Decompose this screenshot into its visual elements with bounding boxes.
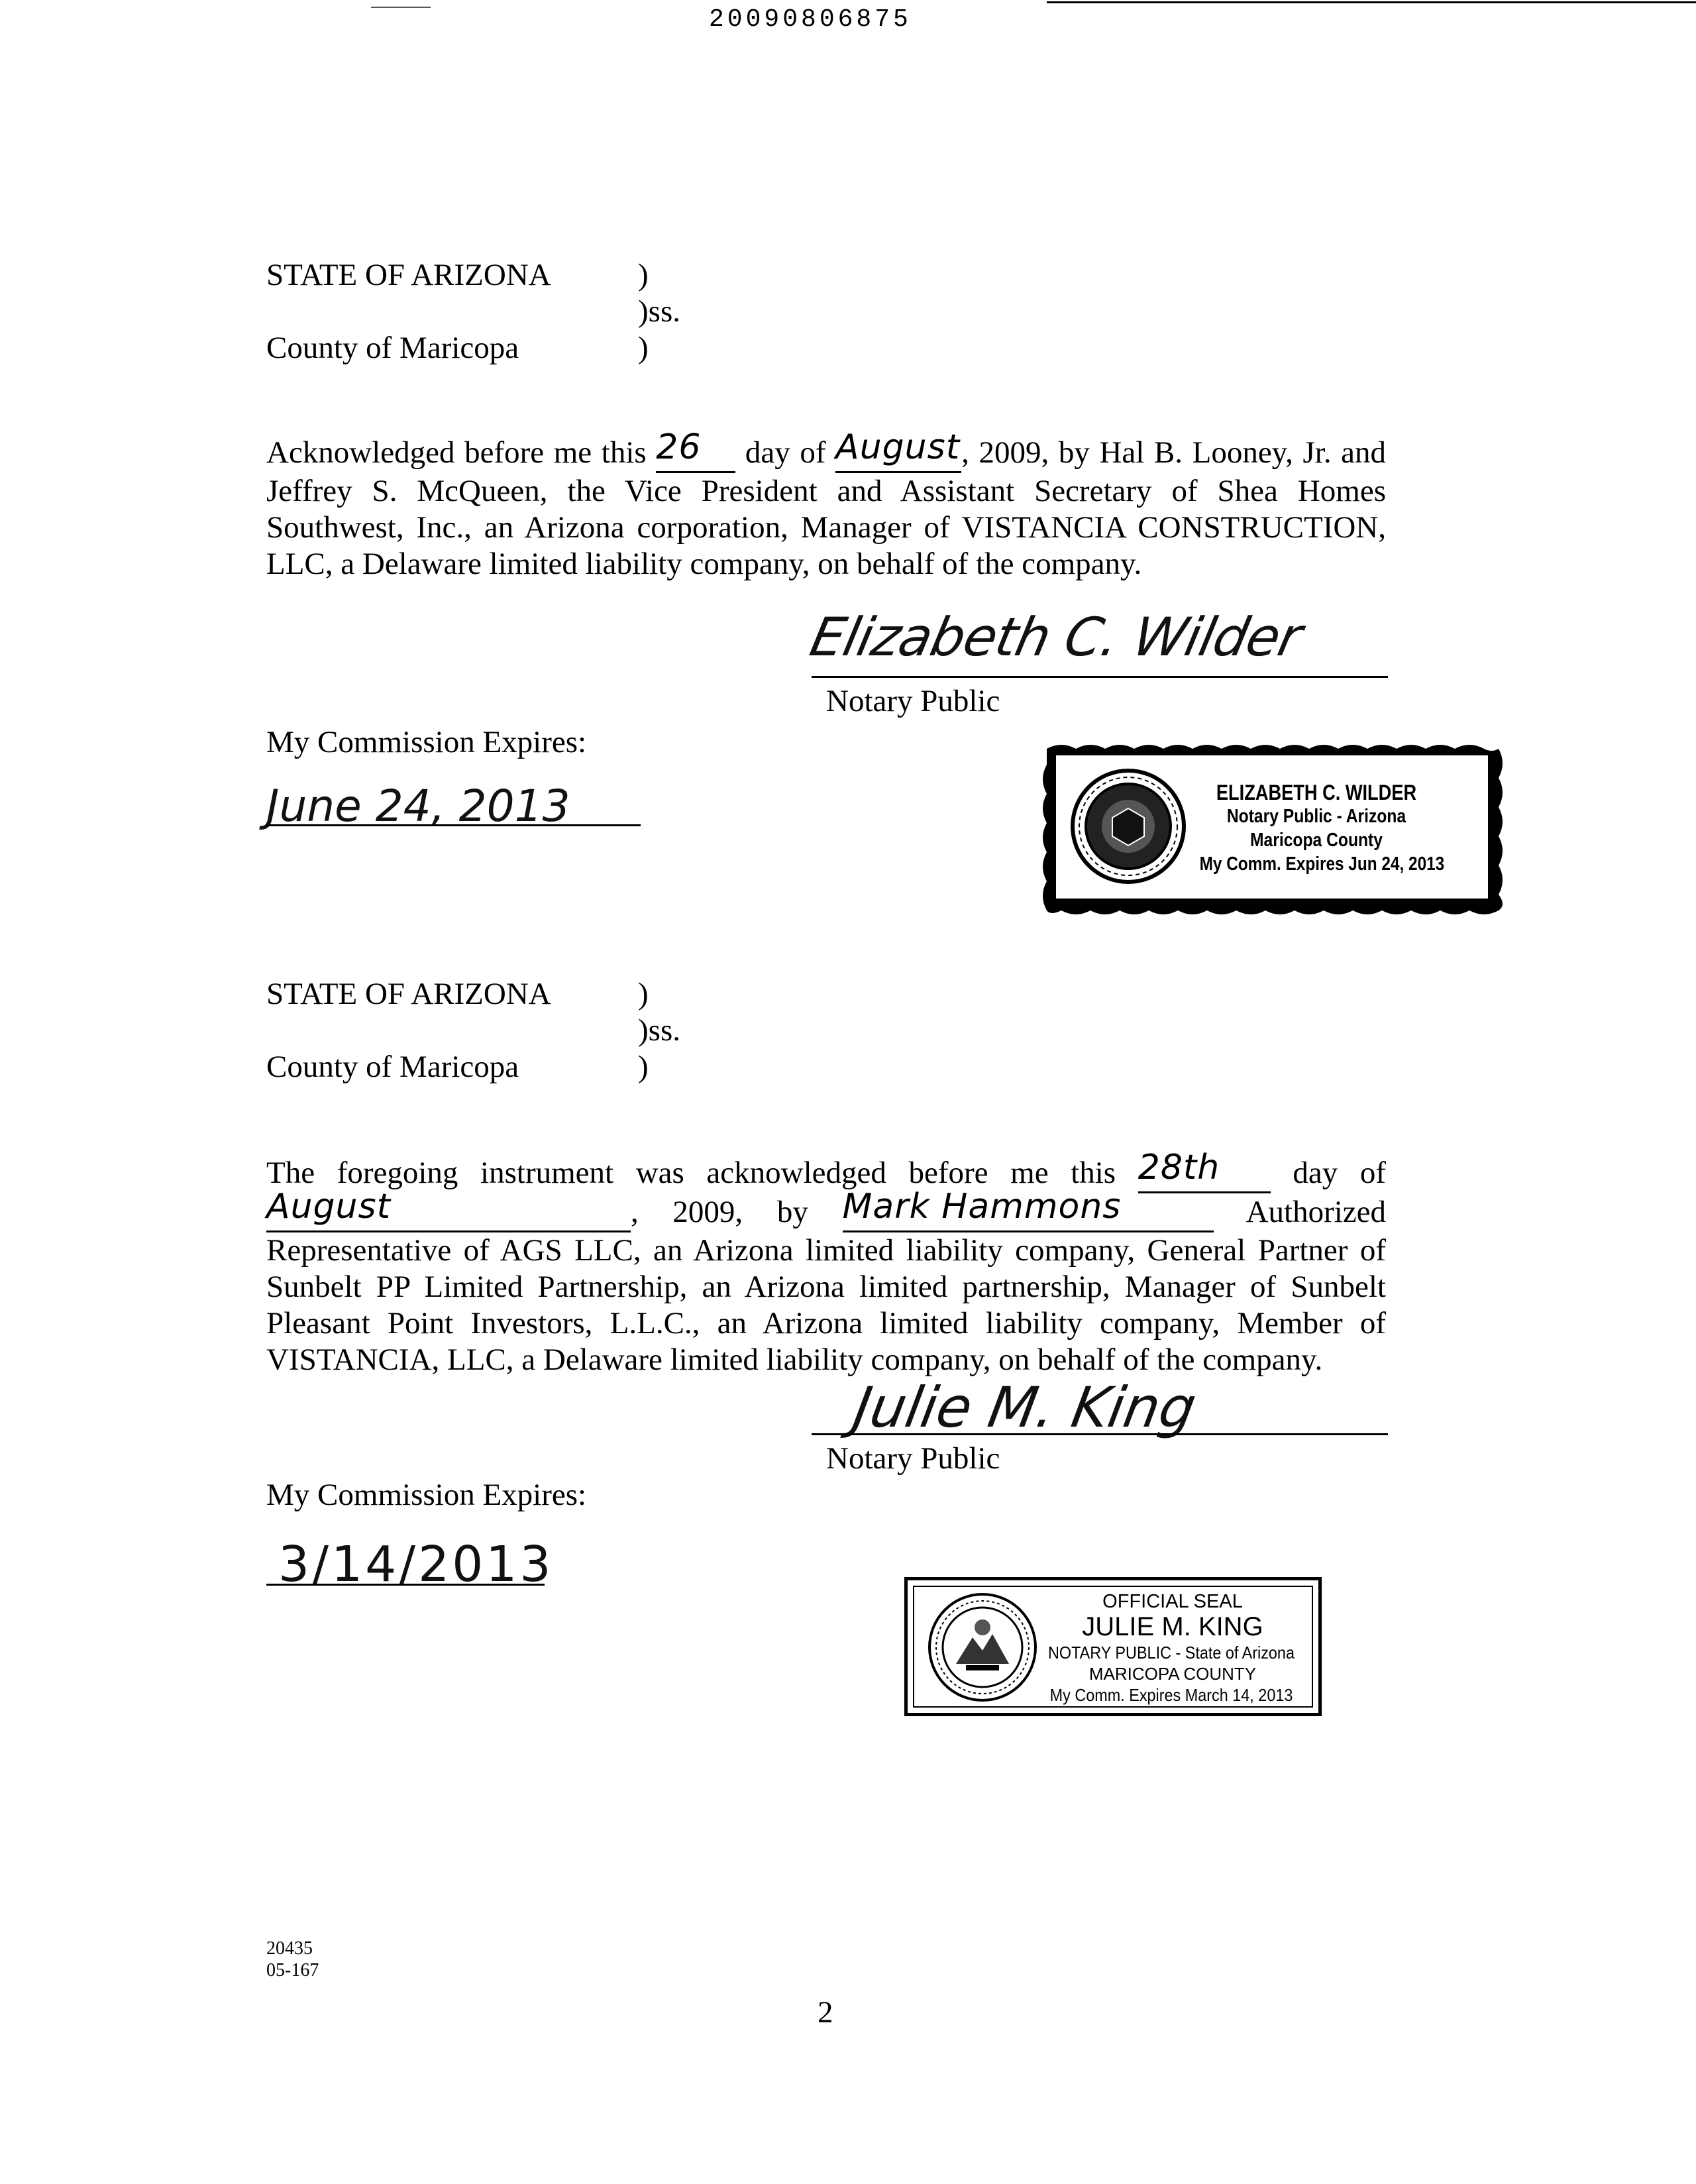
ack2-text-part4: Authorized Representative of AGS LLC, an Arizona limited liability company, General Partner of Sunbelt PP Limited Partnership, an Arizona limited partnership, Manager of Sunbelt Pleasant Point Investors, L.L.C., an Arizona limited liability company, Member of VISTANCIA, LLC, a Delaware limited liability company, on behalf of the company.	[266, 1195, 1387, 1377]
ack-day-blank	[656, 427, 735, 473]
acknowledgment-paragraph-1	[266, 427, 1387, 582]
stamp-wilder-name: ELIZABETH C. WILDER	[1216, 781, 1417, 804]
arizona-state-seal-icon	[1069, 767, 1187, 885]
notary-signature-1: Elizabeth C. Wilder	[805, 606, 1307, 668]
stamp-wilder-county: Maricopa County	[1250, 830, 1383, 851]
ack2-name-blank	[842, 1187, 1214, 1232]
state-label-2: STATE OF ARIZONA	[266, 977, 551, 1011]
ack2-month-handwritten: August	[266, 1187, 391, 1227]
stamp-wilder-expiry: My Comm. Expires Jun 24, 2013	[1199, 853, 1445, 875]
commission-date-line-2	[266, 1584, 545, 1586]
commission-date-handwritten-2: 3/14/2013	[278, 1536, 554, 1593]
commission-expires-label-2: My Commission Expires:	[266, 1478, 587, 1512]
paren-bottom-1: )	[638, 331, 649, 365]
commission-expires-label-1: My Commission Expires:	[266, 725, 587, 759]
ss-label-2: )ss.	[638, 1013, 680, 1048]
scan-mark-top-left	[371, 7, 431, 8]
notary-public-label-2: Notary Public	[826, 1441, 1000, 1476]
arizona-seal-icon	[926, 1591, 1039, 1704]
commission-date-line-1	[266, 824, 641, 826]
notary-seal-king	[904, 1577, 1322, 1716]
county-label-1: County of Maricopa	[266, 331, 519, 365]
signature-line-2	[812, 1433, 1388, 1435]
ack-month-blank	[835, 427, 961, 473]
ack-text-part1: Acknowledged before me this	[266, 435, 647, 470]
ack2-text-part2: day of	[1293, 1156, 1387, 1190]
footer-code-2: 05-167	[266, 1960, 319, 1981]
county-label-2: County of Maricopa	[266, 1050, 519, 1084]
document-number: 20090806875	[709, 5, 912, 34]
ack2-text-part1: The foregoing instrument was acknowledged before me this	[266, 1156, 1116, 1190]
footer-code-1: 20435	[266, 1938, 313, 1959]
ack2-text-part3: , 2009, by	[631, 1195, 808, 1229]
signature-line-1	[812, 676, 1388, 678]
seal-king-title: OFFICIAL SEAL	[1102, 1591, 1243, 1612]
seal-king-name: JULIE M. KING	[1082, 1612, 1263, 1641]
stamp-wilder-title: Notary Public - Arizona	[1226, 806, 1406, 827]
ack2-day-handwritten: 28th	[1138, 1148, 1220, 1187]
seal-king-expiry: My Comm. Expires March 14, 2013	[1049, 1685, 1293, 1705]
ack-day-handwritten: 26	[656, 427, 702, 467]
acknowledgment-paragraph-2	[266, 1148, 1387, 1378]
ack2-name-handwritten: Mark Hammons	[842, 1187, 1122, 1227]
scan-mark-top-right	[1047, 1, 1696, 3]
notary-public-label-1: Notary Public	[826, 684, 1000, 718]
ack-text-part2: day of	[745, 435, 826, 470]
paren-top-2: )	[638, 977, 649, 1011]
commission-date-handwritten-1: June 24, 2013	[266, 781, 570, 832]
paren-bottom-2: )	[638, 1050, 649, 1084]
ack2-month-blank	[266, 1187, 631, 1232]
ack-text-part3: , 2009, by Hal B. Looney, Jr. and Jeffrey S. McQueen, the Vice President and Assistant Secretary of Shea Homes Southwest, Inc., an Arizona corporation, Manager of VISTANCIA CONSTRUCTION, LLC, a Delaware limited liability company, on behalf of the company.	[266, 435, 1387, 581]
paren-top-1: )	[638, 258, 649, 292]
ack-month-handwritten: August	[835, 427, 961, 467]
seal-king-county: MARICOPA COUNTY	[1088, 1664, 1257, 1684]
seal-king-title-line: NOTARY PUBLIC - State of Arizona	[1048, 1643, 1295, 1663]
ack2-day-blank	[1138, 1148, 1271, 1193]
page-number: 2	[818, 1995, 833, 2030]
state-label-1: STATE OF ARIZONA	[266, 258, 551, 292]
ss-label-1: )ss.	[638, 294, 680, 329]
notary-signature-2: Julie M. King	[849, 1375, 1201, 1440]
notary-stamp-wilder	[1035, 737, 1510, 921]
